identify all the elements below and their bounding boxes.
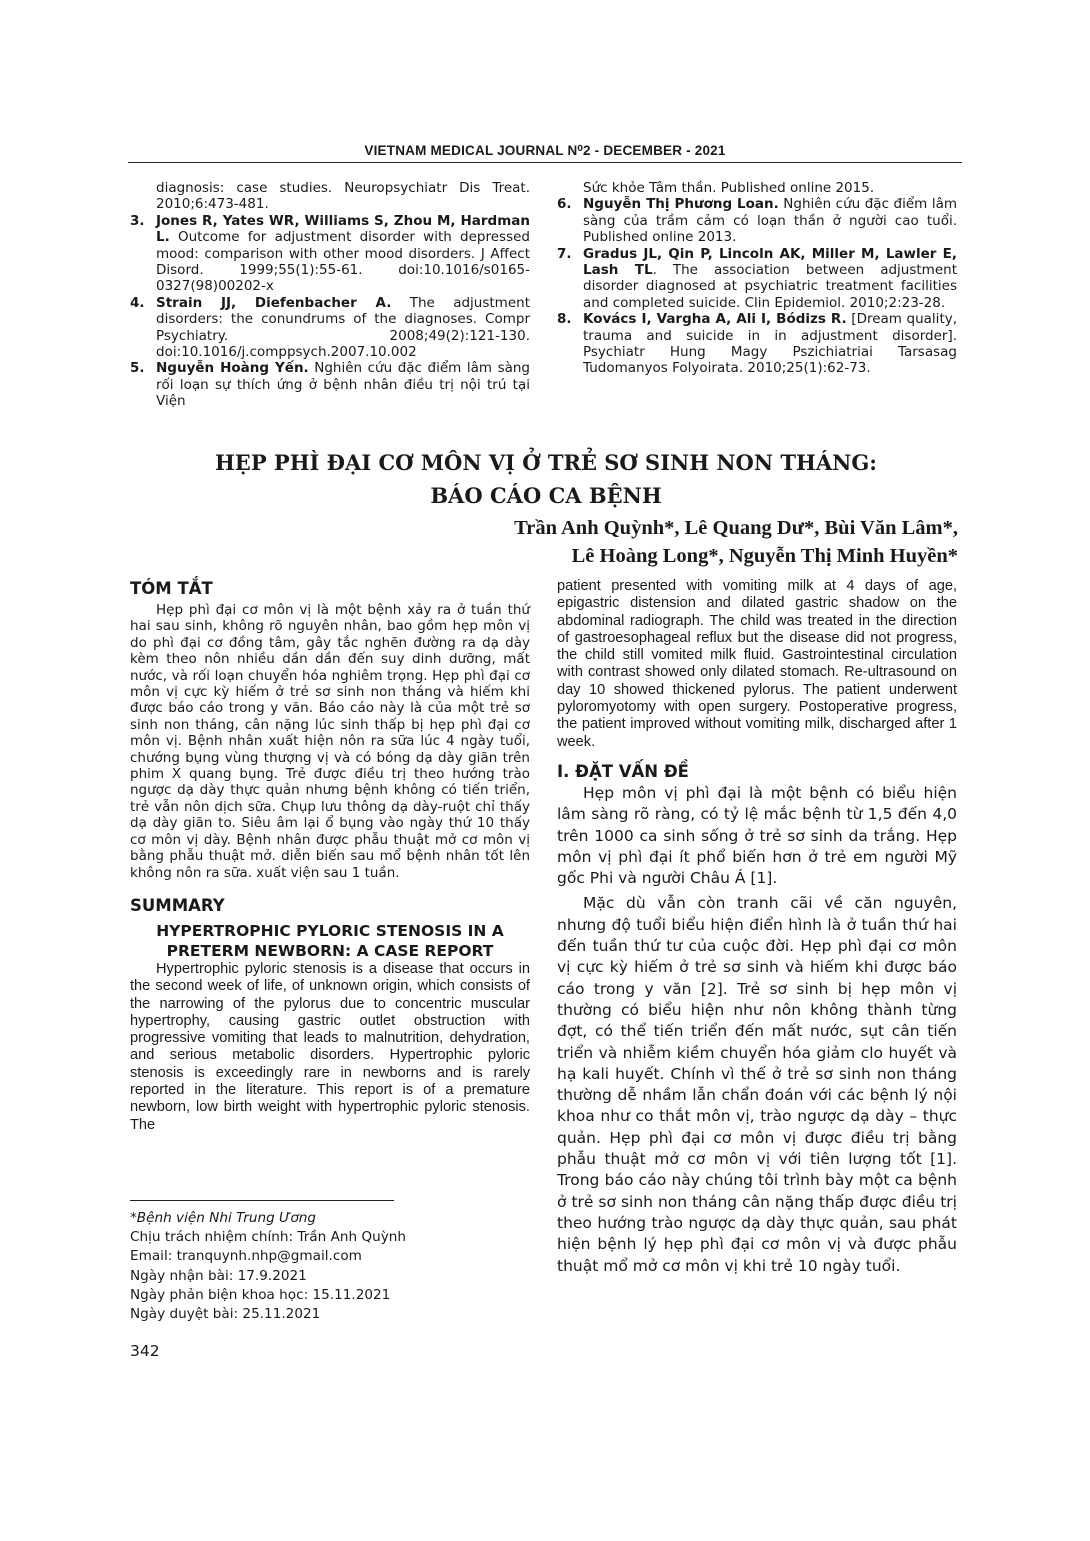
main-left-column [130,578,530,1134]
footnote-review-date: Ngày phản biện khoa học: 15.11.2021 [130,1286,391,1303]
reference-4 [130,295,530,361]
footnotes [130,1209,530,1324]
reference-number: 7. [557,245,572,262]
footnote-received-date: Ngày nhận bài: 17.9.2021 [130,1267,307,1284]
reference-3 [130,213,530,295]
reference-7 [557,246,957,312]
section-1-paragraph-1: Hẹp môn vị phì đại là một bệnh có biểu hiện lâm sàng rõ ràng, có tỷ lệ mắc bệnh từ 1,5 đến 4,0 trên 1000 ca sinh sống ở trẻ sơ sinh da trắng. Hẹp môn vị phì đại ít phổ biến hơn ở trẻ em người Mỹ gốc Phi và người Châu Á [1]. [557,783,957,888]
reference-text: Nghiên cứu đặc điểm lâm sàng rối loạn sự thích ứng ở bệnh nhân điều trị nội trú tại Viện [156,360,530,410]
reference-number: 5. [130,360,145,377]
footnote-accepted-date: Ngày duyệt bài: 25.11.2021 [130,1306,321,1323]
summary-text-part-2: patient presented with vomiting milk at 4 days of age, epigastric distension and dilated gastric shadow on the abdominal radiograph. The child was treated in the direction of gastroesophageal reflux but the disease did not progress, the child still vomited milk fluid. Gastrointestinal circulation with contrast showed only dilated stomach. Re-ultrasound on day 10 showed thickened pylorus. The patient underwent pyloromyotomy with open surgery. Postoperative progress, the patient improved without vomiting milk, discharged after 1 week. [557,578,957,750]
summary-title: HYPERTROPHIC PYLORIC STENOSIS IN A PRETERM NEWBORN: A CASE REPORT [156,921,504,960]
section-1-paragraph-2: Mặc dù vẫn còn tranh cãi về căn nguyên, nhưng độ tuổi biểu hiện điển hình là ở tuần thứ hai đến tuần thứ tư của cuộc đời. Hẹp phì đại cơ môn vị cực kỳ hiếm ở trẻ sơ sinh và hiếm khi được báo cáo trong y văn [2]. Trẻ sơ sinh bị hẹp môn vị thường có biểu hiện như nôn không thành từng đợt, có thể tiến triển đến mất nước, sụt cân tiến triển và nhiễm kiềm chuyển hóa giảm clo huyết và hạ kali huyết. Chính vì thế ở trẻ sơ sinh non tháng thường dễ nhầm lẫn chẩn đoán với các bệnh lý nội khoa như co thắt môn vị, trào ngược dạ dày – thực quản. Hẹp phì đại cơ môn vị được điều trị bằng phẫu thuật mở cơ môn vị với tiên lượng tốt [1]. Trong báo cáo này chúng tôi trình bày một ca bệnh ở trẻ sơ sinh non tháng cân nặng thấp được điều trị theo hướng trào ngược dạ dày thực quản, sau phát hiện bệnh lý hẹp phì đại cơ môn vị và được phẫu thuật mổ mở cơ môn vị khi trẻ 10 ngày tuổi. [557,894,957,1275]
footnote-divider [130,1200,394,1201]
authors-line-2: Lê Hoàng Long*, Nguyễn Thị Minh Huyền* [571,545,958,567]
article-title [150,446,942,512]
references-left-column [130,180,530,410]
main-right-column [557,578,957,1277]
footnote-affiliation: *Bệnh viện Nhi Trung Ương [130,1210,317,1226]
article-title-line-2: BÁO CÁO CA BỆNH [430,483,662,508]
article-title-line-1: HẸP PHÌ ĐẠI CƠ MÔN VỊ Ở TRẺ SƠ SINH NON THÁNG: [214,450,878,475]
reference-text: The adjustment disorders: the conundrums of the diagnoses. Compr Psychiatry. 2008;49(2):121-130. doi:10.1016/j.comppsych.2007.10.002 [156,294,530,361]
reference-authors: Jones R, Yates WR, Williams S, Zhou M, Hardman L. [156,212,530,246]
reference-text: Nghiên cứu đặc điểm lâm sàng của trầm cảm có loạn thần ở người cao tuổi. Published online 2013. [583,196,957,246]
reference-text: . The association between adjustment disorder diagnosed at psychiatric treatment facilities and completed suicide. Clin Epidemiol. 2010;2:23-28. [583,262,957,311]
reference-text: [Dream quality, trauma and suicide in in adjustment disorder]. Psychiatr Hung Magy Pszichiatriai Tarsasag Tudomanyos Folyoirata. 2010;25(1):62-73. [583,311,958,377]
reference-text: diagnosis: case studies. Neuropsychiatr Dis Treat. 2010;6:473-481. [156,180,530,213]
reference-authors: Kovács I, Vargha A, Ali I, Bódizs R. [583,311,847,328]
page-number: 342 [130,1342,160,1360]
footnote-email: Email: tranquynh.nhp@gmail.com [130,1248,362,1265]
reference-text: Sức khỏe Tâm thần. Published online 2015. [583,180,875,196]
reference-authors: Strain JJ, Diefenbacher A. [156,294,392,311]
references-right-column [557,180,957,377]
article-authors [400,514,958,570]
reference-2-continuation [130,180,530,213]
reference-number: 4. [130,294,145,311]
abstract-vi-heading: TÓM TẮT [130,579,213,598]
reference-number: 6. [557,196,572,213]
reference-number: 8. [557,311,572,328]
reference-number: 3. [130,212,145,229]
summary-text-part-1: Hypertrophic pyloric stenosis is a disease that occurs in the second week of life, of unknown origin, which consists of the narrowing of the pylorus due to concentric muscular hypertrophy, causing gastric outlet obstruction with progressive vomiting that leads to malnutrition, dehydration, and serious metabolic disorders. Hypertrophic pyloric stenosis is exceedingly rare in newborns and is rarely reported in the literature. This report is of a premature newborn, low birth weight with hypertrophic pyloric stenosis. The [130,960,530,1133]
footnote-corresponding-author: Chịu trách nhiệm chính: Trần Anh Quỳnh [130,1229,407,1246]
summary-heading: SUMMARY [130,895,225,915]
section-1-heading: I. ĐẶT VẤN ĐỀ [557,761,689,781]
reference-8 [557,311,957,377]
authors-line-1: Trần Anh Quỳnh*, Lê Quang Dư*, Bùi Văn Lâm*, [514,517,958,539]
abstract-vi-text: Hẹp phì đại cơ môn vị là một bệnh xảy ra ở tuần thứ hai sau sinh, không rõ nguyên nhân, bao gồm hẹp môn vị do phì đại cơ đồng tâm, gây tắc nghẽn đường ra dạ dày kèm theo nôn nhiều dần dần đến suy dinh dưỡng, mất nước, và rối loạn chuyển hóa nghiêm trọng. Hẹp phì đại cơ môn vị cực kỳ hiếm ở trẻ sơ sinh non tháng và hiếm khi được báo cáo trong y văn. Báo cáo này là của một trẻ sơ sinh non tháng, cân nặng lúc sinh thấp bị hẹp phì đại cơ môn vị. Bệnh nhân xuất hiện nôn ra sữa lúc 4 ngày tuổi, chướng bụng vùng thượng vị và có bóng dạ dày giãn trên phim X quang bụng. Trẻ được điều trị theo hướng trào ngược dạ dày thực quản nhưng bệnh không có tiến triển, trẻ vẫn nôn dịch sữa. Chụp lưu thông dạ dày-ruột chỉ thấy dạ dày giãn to. Siêu âm lại ổ bụng vào ngày thứ 10 thấy cơ môn vị dày. Bệnh nhân được phẫu thuật mở cơ môn vị bằng phẫu thuật mở. diễn biến sau mổ bệnh nhân tốt lên không nôn ra sữa. xuất viện sau 1 tuần. [130,602,530,881]
reference-5 [130,360,530,409]
reference-authors: Gradus JL, Qin P, Lincoln AK, Miller M, Lawler E, Lash TL [583,245,957,279]
running-header: VIETNAM MEDICAL JOURNAL N⁰2 - DECEMBER - 2021 [364,143,726,158]
reference-6 [557,196,957,245]
reference-text: Outcome for adjustment disorder with depressed mood: comparison with other mood disorders. J Affect Disord. 1999;55(1):55-61. doi:10.1016/s0165-0327(98)00202-x [156,229,530,295]
reference-5-continuation [557,180,957,196]
reference-authors: Nguyễn Hoàng Yến. [156,360,309,377]
header-divider [128,162,962,163]
reference-authors: Nguyễn Thị Phương Loan. [583,196,779,213]
